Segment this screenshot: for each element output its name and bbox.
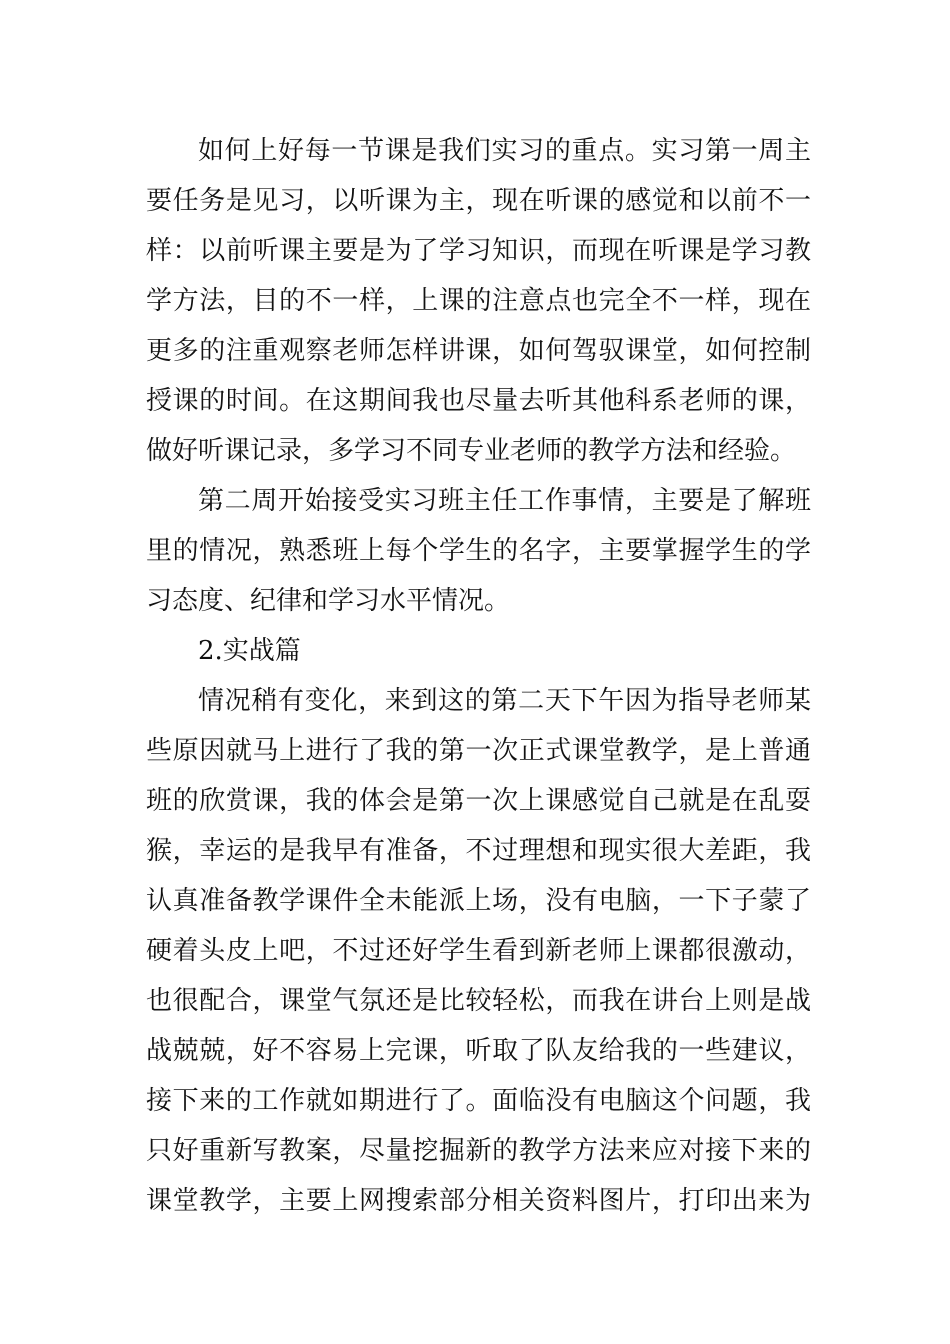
paragraph-2-line-3: 习态度、纪律和学习水平情况。 [146,586,511,616]
paragraph-3-line-3: 班的欣赏课，我的体会是第一次上课感觉自己就是在乱耍 [146,786,811,816]
paragraph-1-line-7: 做好听课记录，多学习不同专业老师的教学方法和经验。 [146,436,797,466]
paragraph-3-line-4: 猴，幸运的是我早有准备，不过理想和现实很大差距，我 [146,836,811,866]
paragraph-1-line-6: 授课的时间。在这期间我也尽量去听其他科系老师的课， [146,386,811,416]
paragraph-1-line-1: 如何上好每一节课是我们实习的重点。实习第一周主 [198,136,811,166]
paragraph-3-line-1: 情况稍有变化，来到这的第二天下午因为指导老师某 [198,686,811,716]
paragraph-3-line-2: 些原因就马上进行了我的第一次正式课堂教学，是上普通 [146,736,811,766]
paragraph-2-line-2: 里的情况，熟悉班上每个学生的名字，主要掌握学生的学 [146,536,811,566]
paragraph-1-line-4: 学方法，目的不一样，上课的注意点也完全不一样，现在 [146,286,811,316]
section-heading: 2.实战篇 [198,636,301,666]
paragraph-3-line-7: 也很配合，课堂气氛还是比较轻松，而我在讲台上则是战 [146,986,811,1016]
paragraph-3-line-9: 接下来的工作就如期进行了。面临没有电脑这个问题，我 [146,1086,811,1116]
paragraph-1-line-2: 要任务是见习，以听课为主，现在听课的感觉和以前不一 [146,186,811,216]
paragraph-3-line-10: 只好重新写教案，尽量挖掘新的教学方法来应对接下来的 [146,1136,811,1166]
paragraph-1-line-3: 样：以前听课主要是为了学习知识，而现在听课是学习教 [146,236,811,266]
paragraph-3-line-8: 战兢兢，好不容易上完课，听取了队友给我的一些建议， [146,1036,811,1066]
paragraph-3-line-5: 认真准备教学课件全未能派上场，没有电脑，一下子蒙了 [146,886,811,916]
paragraph-3-line-6: 硬着头皮上吧，不过还好学生看到新老师上课都很激动， [146,936,811,966]
paragraph-2-line-1: 第二周开始接受实习班主任工作事情，主要是了解班 [198,486,811,516]
paragraph-1-line-5: 更多的注重观察老师怎样讲课，如何驾驭课堂，如何控制 [146,336,811,366]
paragraph-3-line-11: 课堂教学，主要上网搜索部分相关资料图片，打印出来为 [146,1186,811,1216]
